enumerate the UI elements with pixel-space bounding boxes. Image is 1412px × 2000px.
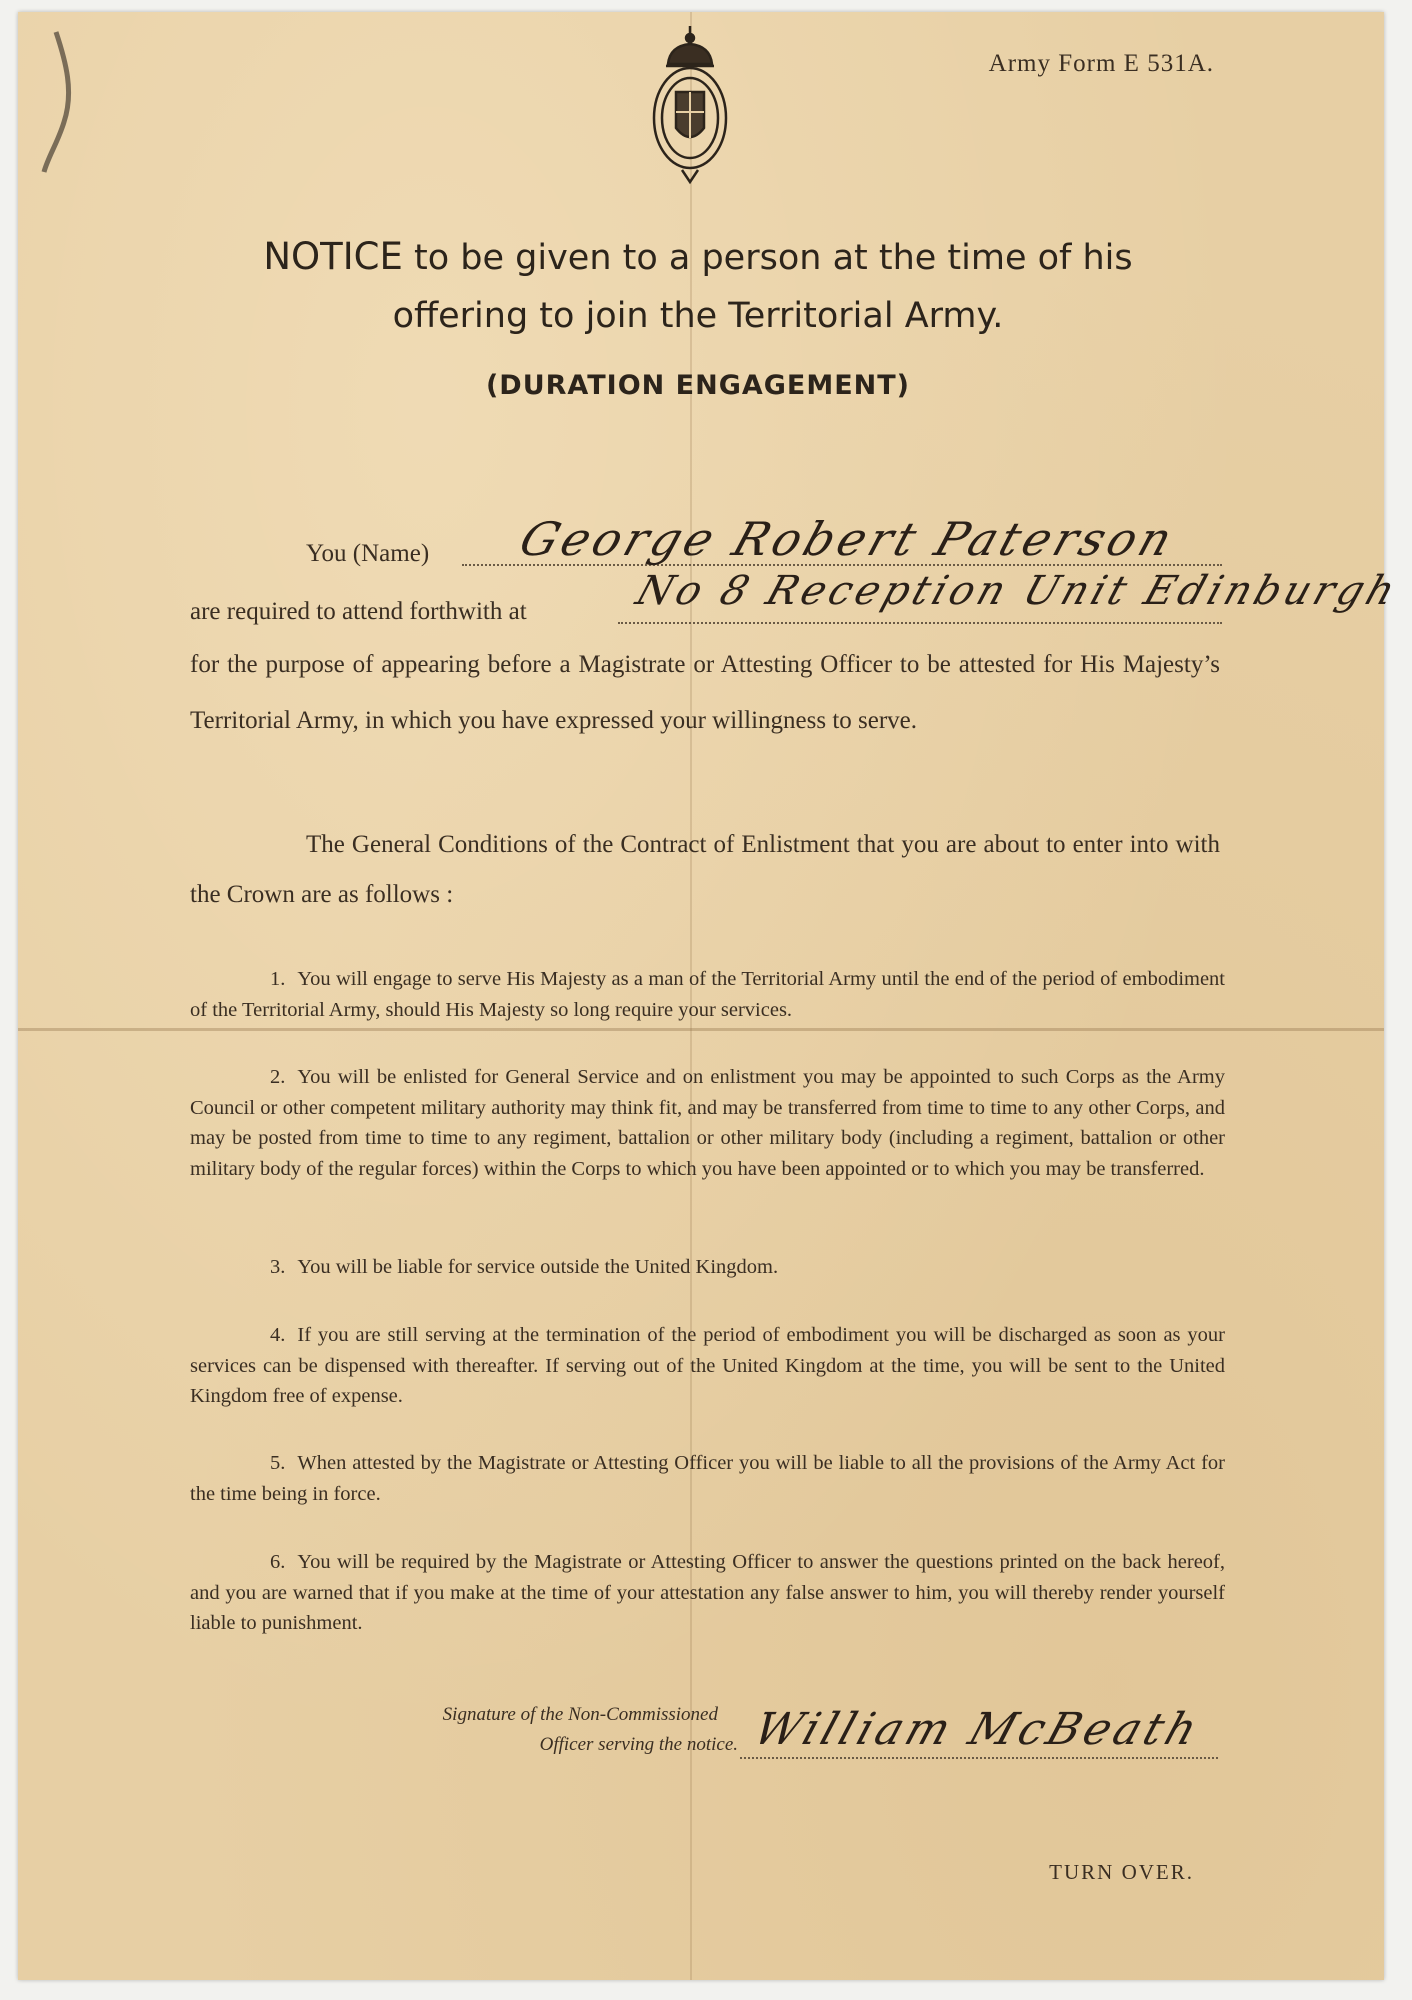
condition-6 <box>190 1547 1225 1639</box>
title-line-1-rest: to be given to a person at the time of his <box>402 238 1133 278</box>
signature-label-line-2: Officer serving the notice. <box>539 1734 738 1755</box>
attend-field-value[interactable]: No 8 Reception Unit Edinburgh <box>630 568 1405 614</box>
signature-line <box>740 1757 1218 1759</box>
title-line-2: offering to join the Territorial Army. <box>392 296 1004 336</box>
condition-number: 3. <box>270 1256 286 1278</box>
condition-number: 5. <box>270 1452 286 1474</box>
name-label: You (Name) <box>306 540 430 567</box>
condition-number: 2. <box>270 1066 286 1088</box>
horizontal-fold-line <box>18 1028 1384 1031</box>
condition-3 <box>190 1252 1225 1283</box>
condition-text: If you are still serving at the termination of the period of embodiment you will be discharged as soon as your services can be dispensed with thereafter. If serving out of the United Kingdom at the time, you will be sent to the United Kingdom free of expense. <box>190 1324 1225 1407</box>
subtitle: (DURATION ENGAGEMENT) <box>485 370 911 401</box>
attend-label: are required to attend forthwith at <box>190 598 527 625</box>
notice-title <box>168 228 1228 345</box>
condition-number: 1. <box>270 968 286 990</box>
condition-text: When attested by the Magistrate or Attesting Officer you will be liable to all the provisions of the Army Act for the time being in force. <box>190 1452 1225 1505</box>
condition-text: You will engage to serve His Majesty as a man of the Territorial Army until the end of the period of embodiment of the Territorial Army, should His Majesty so long require your services. <box>190 968 1225 1021</box>
signature-value[interactable]: William McBeath <box>747 1704 1208 1755</box>
title-lead: NOTICE <box>263 235 403 278</box>
form-sheet <box>18 12 1405 1980</box>
condition-number: 4. <box>270 1324 286 1346</box>
condition-2 <box>190 1062 1225 1184</box>
condition-text: You will be required by the Magistrate or Attesting Officer to answer the questions printed on the back hereof, and you are warned that if you make at the time of your attestation any false answer to him, you will thereby render yourself liable to punishment. <box>190 1551 1225 1634</box>
condition-5 <box>190 1448 1225 1509</box>
name-field-value[interactable]: George Robert Paterson <box>513 512 1183 566</box>
signature-label-line-1: Signature of the Non-Commissioned <box>442 1704 718 1725</box>
attend-field-line <box>618 622 1222 624</box>
condition-text: You will be enlisted for General Service and on enlistment you may be appointed to such Corps as the Army Council or other competent military authority may think fit, and may be transferred from time to time to any other Corps, and may be posted from time to time to any regiment, battalion or other military body (including a regiment, battalion or other military body of the regular forces) within the Corps to which you have been appointed or to which you may be transferred. <box>190 1066 1225 1180</box>
form-reference: Army Form E 531A. <box>988 50 1214 77</box>
condition-text: You will be liable for service outside the United Kingdom. <box>297 1256 779 1278</box>
condition-1 <box>190 964 1225 1025</box>
signature-label <box>318 1700 738 1760</box>
ink-mark-decoration <box>36 22 76 182</box>
condition-4 <box>190 1320 1225 1412</box>
title-line-1 <box>168 228 1228 287</box>
turn-over-note: TURN OVER. <box>1049 1860 1194 1884</box>
condition-number: 6. <box>270 1551 286 1573</box>
conditions-intro: The General Conditions of the Contract of Enlistment that you are about to enter into with the Crown are as follows : <box>190 831 1220 908</box>
royal-crest-icon <box>640 20 740 190</box>
purpose-paragraph: for the purpose of appearing before a Magistrate or Attesting Officer to be attested for His Majesty’s Territorial Army, in which you have expressed your willingness to serve. <box>190 651 1220 734</box>
